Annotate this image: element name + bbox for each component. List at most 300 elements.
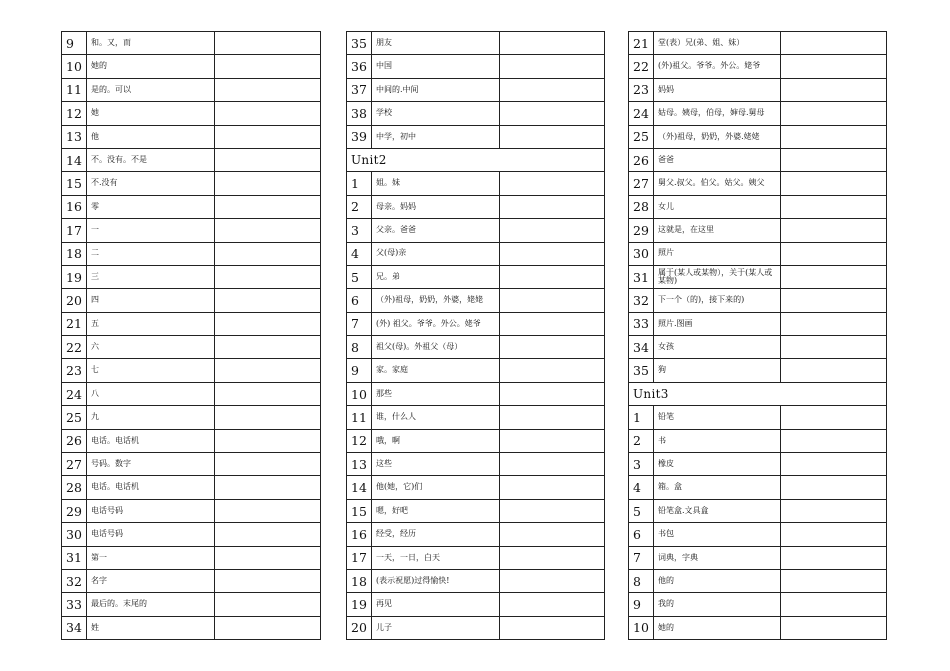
vocab-row bbox=[347, 499, 605, 522]
item-number: 33 bbox=[62, 593, 87, 616]
answer-blank-cell[interactable] bbox=[215, 78, 321, 101]
answer-blank-cell[interactable] bbox=[781, 429, 887, 452]
answer-blank-cell[interactable] bbox=[781, 476, 887, 499]
vocab-row bbox=[62, 78, 321, 101]
item-meaning: 电话。电话机 bbox=[87, 476, 215, 499]
item-meaning: 和。又，而 bbox=[87, 32, 215, 55]
item-meaning: 电话。电话机 bbox=[87, 429, 215, 452]
answer-blank-cell[interactable] bbox=[781, 546, 887, 569]
item-meaning: 爸爸 bbox=[654, 148, 781, 171]
answer-blank-cell[interactable] bbox=[215, 593, 321, 616]
item-number: 27 bbox=[629, 172, 654, 195]
answer-blank-cell[interactable] bbox=[500, 219, 605, 242]
vocab-row bbox=[629, 453, 887, 476]
item-meaning: 六 bbox=[87, 336, 215, 359]
answer-blank-cell[interactable] bbox=[781, 406, 887, 429]
vocab-row bbox=[62, 453, 321, 476]
item-number: 34 bbox=[629, 336, 654, 359]
item-meaning: 那些 bbox=[372, 382, 500, 405]
vocab-row bbox=[62, 125, 321, 148]
item-meaning: 照片.图画 bbox=[654, 312, 781, 335]
item-number: 3 bbox=[629, 453, 654, 476]
answer-blank-cell[interactable] bbox=[500, 55, 605, 78]
answer-blank-cell[interactable] bbox=[781, 336, 887, 359]
answer-blank-cell[interactable] bbox=[215, 359, 321, 382]
item-number: 6 bbox=[629, 523, 654, 546]
item-number: 18 bbox=[62, 242, 87, 265]
item-meaning: 二 bbox=[87, 242, 215, 265]
item-meaning: 他 bbox=[87, 125, 215, 148]
item-number: 36 bbox=[347, 55, 372, 78]
answer-blank-cell[interactable] bbox=[781, 312, 887, 335]
item-number: 4 bbox=[347, 242, 372, 265]
answer-blank-cell[interactable] bbox=[215, 148, 321, 171]
item-number: 21 bbox=[62, 312, 87, 335]
item-number: 20 bbox=[347, 616, 372, 639]
answer-blank-cell[interactable] bbox=[500, 429, 605, 452]
item-number: 26 bbox=[62, 429, 87, 452]
item-meaning: 电话号码 bbox=[87, 523, 215, 546]
answer-blank-cell[interactable] bbox=[500, 382, 605, 405]
answer-blank-cell[interactable] bbox=[500, 242, 605, 265]
vocab-row bbox=[347, 219, 605, 242]
vocab-row bbox=[62, 523, 321, 546]
item-number: 19 bbox=[347, 593, 372, 616]
item-number: 35 bbox=[629, 359, 654, 382]
vocab-row bbox=[347, 172, 605, 195]
item-meaning: 哦，啊 bbox=[372, 429, 500, 452]
vocab-row bbox=[62, 219, 321, 242]
answer-blank-cell[interactable] bbox=[500, 499, 605, 522]
item-number: 17 bbox=[347, 546, 372, 569]
vocab-row bbox=[62, 499, 321, 522]
vocab-table-right bbox=[628, 31, 887, 640]
item-number: 2 bbox=[629, 429, 654, 452]
vocab-row bbox=[347, 265, 605, 288]
item-meaning: 是的。可以 bbox=[87, 78, 215, 101]
vocab-row bbox=[347, 125, 605, 148]
unit-heading-row bbox=[347, 148, 605, 171]
answer-blank-cell[interactable] bbox=[781, 148, 887, 171]
item-number: 37 bbox=[347, 78, 372, 101]
vocab-row bbox=[347, 312, 605, 335]
vocab-table-middle bbox=[346, 31, 605, 640]
answer-blank-cell[interactable] bbox=[781, 78, 887, 101]
item-meaning: 下一个（的)，接下来的) bbox=[654, 289, 781, 312]
item-number: 25 bbox=[629, 125, 654, 148]
answer-blank-cell[interactable] bbox=[215, 242, 321, 265]
vocab-row bbox=[62, 593, 321, 616]
answer-blank-cell[interactable] bbox=[215, 125, 321, 148]
vocab-row bbox=[62, 172, 321, 195]
vocab-row bbox=[347, 359, 605, 382]
vocab-row bbox=[629, 32, 887, 55]
vocab-row bbox=[629, 148, 887, 171]
item-meaning: 他的 bbox=[654, 569, 781, 592]
vocab-row bbox=[347, 289, 605, 312]
vocab-row bbox=[62, 336, 321, 359]
item-meaning: 中学，初中 bbox=[372, 125, 500, 148]
item-meaning: 四 bbox=[87, 289, 215, 312]
vocab-row bbox=[629, 359, 887, 382]
item-meaning: 嗯，好吧 bbox=[372, 499, 500, 522]
vocab-row bbox=[347, 382, 605, 405]
answer-blank-cell[interactable] bbox=[215, 265, 321, 288]
answer-blank-cell[interactable] bbox=[500, 289, 605, 312]
item-meaning: 不。没有。不是 bbox=[87, 148, 215, 171]
answer-blank-cell[interactable] bbox=[781, 172, 887, 195]
item-meaning: 第一 bbox=[87, 546, 215, 569]
vocab-row bbox=[62, 359, 321, 382]
vocab-row bbox=[62, 32, 321, 55]
vocab-row bbox=[629, 546, 887, 569]
answer-blank-cell[interactable] bbox=[500, 359, 605, 382]
item-number: 3 bbox=[347, 219, 372, 242]
answer-blank-cell[interactable] bbox=[781, 569, 887, 592]
answer-blank-cell[interactable] bbox=[215, 102, 321, 125]
answer-blank-cell[interactable] bbox=[215, 382, 321, 405]
vocab-row bbox=[62, 312, 321, 335]
vocab-row bbox=[629, 172, 887, 195]
item-number: 17 bbox=[62, 219, 87, 242]
vocab-row bbox=[62, 429, 321, 452]
vocab-table-body bbox=[629, 32, 887, 640]
answer-blank-cell[interactable] bbox=[215, 219, 321, 242]
item-meaning: 儿子 bbox=[372, 616, 500, 639]
item-number: 7 bbox=[347, 312, 372, 335]
vocab-row bbox=[629, 78, 887, 101]
item-meaning: 女孩 bbox=[654, 336, 781, 359]
item-number: 39 bbox=[347, 125, 372, 148]
vocab-row bbox=[62, 289, 321, 312]
item-meaning: （外)祖母，奶奶，外婆.姥姥 bbox=[654, 125, 781, 148]
item-meaning: 照片 bbox=[654, 242, 781, 265]
unit-heading: Unit3 bbox=[629, 382, 887, 405]
item-meaning: 不.没有 bbox=[87, 172, 215, 195]
item-meaning: (表示祝愿)过得愉快! bbox=[372, 569, 500, 592]
item-number: 16 bbox=[347, 523, 372, 546]
item-meaning: 姐。妹 bbox=[372, 172, 500, 195]
item-number: 19 bbox=[62, 265, 87, 288]
answer-blank-cell[interactable] bbox=[215, 476, 321, 499]
answer-blank-cell[interactable] bbox=[215, 289, 321, 312]
answer-blank-cell[interactable] bbox=[781, 523, 887, 546]
vocab-row bbox=[629, 312, 887, 335]
vocab-row bbox=[629, 55, 887, 78]
vocab-row bbox=[629, 219, 887, 242]
item-meaning: 堂(表）兄(弟、姐、妹） bbox=[654, 32, 781, 55]
answer-blank-cell[interactable] bbox=[500, 312, 605, 335]
vocab-row bbox=[347, 242, 605, 265]
item-meaning: 谁，什么人 bbox=[372, 406, 500, 429]
item-meaning: 七 bbox=[87, 359, 215, 382]
vocab-row bbox=[347, 523, 605, 546]
unit-heading-row bbox=[629, 382, 887, 405]
vocab-table-left bbox=[61, 31, 321, 640]
item-number: 29 bbox=[629, 219, 654, 242]
vocab-row bbox=[629, 406, 887, 429]
answer-blank-cell[interactable] bbox=[215, 453, 321, 476]
item-meaning: 母亲。妈妈 bbox=[372, 195, 500, 218]
item-meaning: 我的 bbox=[654, 593, 781, 616]
vocab-row bbox=[347, 569, 605, 592]
answer-blank-cell[interactable] bbox=[500, 476, 605, 499]
vocab-row bbox=[347, 406, 605, 429]
item-number: 32 bbox=[629, 289, 654, 312]
item-meaning: 这就是，在这里 bbox=[654, 219, 781, 242]
item-number: 13 bbox=[347, 453, 372, 476]
item-number: 15 bbox=[347, 499, 372, 522]
item-meaning: （外)祖母，奶奶，外婆，姥姥 bbox=[372, 289, 500, 312]
vocab-row bbox=[347, 546, 605, 569]
vocab-row bbox=[347, 593, 605, 616]
item-meaning: 她 bbox=[87, 102, 215, 125]
item-number: 24 bbox=[62, 382, 87, 405]
item-number: 14 bbox=[62, 148, 87, 171]
item-number: 21 bbox=[629, 32, 654, 55]
item-number: 10 bbox=[347, 382, 372, 405]
item-number: 30 bbox=[629, 242, 654, 265]
answer-blank-cell[interactable] bbox=[781, 499, 887, 522]
vocab-row bbox=[62, 102, 321, 125]
answer-blank-cell[interactable] bbox=[500, 453, 605, 476]
item-number: 9 bbox=[347, 359, 372, 382]
answer-blank-cell[interactable] bbox=[215, 195, 321, 218]
vocab-row bbox=[629, 499, 887, 522]
item-number: 20 bbox=[62, 289, 87, 312]
item-meaning: (外) 祖父。爷爷。外公。姥爷 bbox=[372, 312, 500, 335]
vocab-row bbox=[629, 336, 887, 359]
answer-blank-cell[interactable] bbox=[500, 569, 605, 592]
answer-blank-cell[interactable] bbox=[215, 336, 321, 359]
item-meaning: 一天，一日，白天 bbox=[372, 546, 500, 569]
item-number: 27 bbox=[62, 453, 87, 476]
item-number: 25 bbox=[62, 406, 87, 429]
item-meaning: 名字 bbox=[87, 569, 215, 592]
item-meaning: 书包 bbox=[654, 523, 781, 546]
answer-blank-cell[interactable] bbox=[215, 523, 321, 546]
item-meaning: 电话号码 bbox=[87, 499, 215, 522]
answer-blank-cell[interactable] bbox=[781, 125, 887, 148]
item-number: 5 bbox=[629, 499, 654, 522]
answer-blank-cell[interactable] bbox=[781, 616, 887, 639]
item-meaning: 她的 bbox=[87, 55, 215, 78]
item-number: 38 bbox=[347, 102, 372, 125]
vocab-row bbox=[347, 616, 605, 639]
item-number: 14 bbox=[347, 476, 372, 499]
item-number: 33 bbox=[629, 312, 654, 335]
item-meaning: 她的 bbox=[654, 616, 781, 639]
item-number: 29 bbox=[62, 499, 87, 522]
answer-blank-cell[interactable] bbox=[500, 336, 605, 359]
answer-blank-cell[interactable] bbox=[500, 523, 605, 546]
vocab-row bbox=[629, 125, 887, 148]
vocab-row bbox=[62, 382, 321, 405]
item-number: 6 bbox=[347, 289, 372, 312]
answer-blank-cell[interactable] bbox=[500, 32, 605, 55]
answer-blank-cell[interactable] bbox=[781, 102, 887, 125]
item-number: 28 bbox=[62, 476, 87, 499]
vocab-row bbox=[629, 616, 887, 639]
vocab-row bbox=[629, 476, 887, 499]
item-number: 11 bbox=[347, 406, 372, 429]
item-number: 22 bbox=[62, 336, 87, 359]
item-meaning: 铅笔 bbox=[654, 406, 781, 429]
item-number: 18 bbox=[347, 569, 372, 592]
answer-blank-cell[interactable] bbox=[500, 195, 605, 218]
vocab-row bbox=[629, 593, 887, 616]
answer-blank-cell[interactable] bbox=[781, 359, 887, 382]
item-number: 10 bbox=[62, 55, 87, 78]
item-meaning: 最后的。末尾的 bbox=[87, 593, 215, 616]
answer-blank-cell[interactable] bbox=[215, 569, 321, 592]
item-meaning: 这些 bbox=[372, 453, 500, 476]
item-meaning: 零 bbox=[87, 195, 215, 218]
vocab-row bbox=[62, 195, 321, 218]
answer-blank-cell[interactable] bbox=[215, 172, 321, 195]
item-number: 23 bbox=[62, 359, 87, 382]
vocab-row bbox=[347, 429, 605, 452]
answer-blank-cell[interactable] bbox=[500, 125, 605, 148]
item-meaning: 妈妈 bbox=[654, 78, 781, 101]
item-meaning: 五 bbox=[87, 312, 215, 335]
item-number: 34 bbox=[62, 616, 87, 639]
vocab-row bbox=[62, 265, 321, 288]
item-meaning: 狗 bbox=[654, 359, 781, 382]
answer-blank-cell[interactable] bbox=[781, 219, 887, 242]
answer-blank-cell[interactable] bbox=[500, 546, 605, 569]
item-meaning: 祖父(母)。外祖父（母） bbox=[372, 336, 500, 359]
answer-blank-cell[interactable] bbox=[215, 616, 321, 639]
item-number: 13 bbox=[62, 125, 87, 148]
item-meaning: (外)祖父。爷爷。外公。姥爷 bbox=[654, 55, 781, 78]
item-number: 12 bbox=[62, 102, 87, 125]
item-number: 8 bbox=[347, 336, 372, 359]
item-number: 23 bbox=[629, 78, 654, 101]
item-meaning: 中国 bbox=[372, 55, 500, 78]
answer-blank-cell[interactable] bbox=[500, 78, 605, 101]
item-number: 24 bbox=[629, 102, 654, 125]
item-number: 9 bbox=[629, 593, 654, 616]
answer-blank-cell[interactable] bbox=[500, 593, 605, 616]
answer-blank-cell[interactable] bbox=[215, 55, 321, 78]
answer-blank-cell[interactable] bbox=[215, 499, 321, 522]
item-number: 15 bbox=[62, 172, 87, 195]
item-number: 1 bbox=[629, 406, 654, 429]
item-meaning: 家。家庭 bbox=[372, 359, 500, 382]
answer-blank-cell[interactable] bbox=[215, 546, 321, 569]
vocab-row bbox=[629, 569, 887, 592]
answer-blank-cell[interactable] bbox=[500, 102, 605, 125]
answer-blank-cell[interactable] bbox=[215, 312, 321, 335]
vocab-row bbox=[629, 102, 887, 125]
item-number: 9 bbox=[62, 32, 87, 55]
vocab-row bbox=[62, 546, 321, 569]
answer-blank-cell[interactable] bbox=[500, 265, 605, 288]
unit-heading: Unit2 bbox=[347, 148, 605, 171]
answer-blank-cell[interactable] bbox=[500, 616, 605, 639]
vocab-row bbox=[347, 102, 605, 125]
vocab-row bbox=[347, 336, 605, 359]
answer-blank-cell[interactable] bbox=[215, 32, 321, 55]
vocab-row bbox=[347, 55, 605, 78]
item-meaning: 经受，经历 bbox=[372, 523, 500, 546]
vocab-row bbox=[629, 242, 887, 265]
item-meaning: 属于(某人或某物），关于(某人或某物) bbox=[654, 265, 781, 288]
vocab-row bbox=[629, 429, 887, 452]
item-meaning: 号码。数字 bbox=[87, 453, 215, 476]
answer-blank-cell[interactable] bbox=[500, 172, 605, 195]
answer-blank-cell[interactable] bbox=[781, 593, 887, 616]
vocab-row bbox=[347, 476, 605, 499]
item-meaning: 兄。弟 bbox=[372, 265, 500, 288]
item-meaning: 姑母。姨母，伯母，婶母.舅母 bbox=[654, 102, 781, 125]
vocab-row bbox=[347, 78, 605, 101]
item-number: 2 bbox=[347, 195, 372, 218]
item-meaning: 姓 bbox=[87, 616, 215, 639]
item-number: 26 bbox=[629, 148, 654, 171]
answer-blank-cell[interactable] bbox=[781, 289, 887, 312]
vocab-row bbox=[62, 55, 321, 78]
vocab-row bbox=[629, 195, 887, 218]
answer-blank-cell[interactable] bbox=[781, 265, 887, 288]
item-meaning: 父(母)亲 bbox=[372, 242, 500, 265]
item-meaning: 书 bbox=[654, 429, 781, 452]
item-meaning: 中间的.中间 bbox=[372, 78, 500, 101]
item-number: 30 bbox=[62, 523, 87, 546]
answer-blank-cell[interactable] bbox=[781, 242, 887, 265]
item-number: 31 bbox=[62, 546, 87, 569]
vocab-row bbox=[62, 242, 321, 265]
item-meaning: 橡皮 bbox=[654, 453, 781, 476]
answer-blank-cell[interactable] bbox=[781, 55, 887, 78]
vocab-row bbox=[347, 195, 605, 218]
vocab-row bbox=[347, 453, 605, 476]
item-meaning: 八 bbox=[87, 382, 215, 405]
item-number: 7 bbox=[629, 546, 654, 569]
item-meaning: 铅笔盒.文具盒 bbox=[654, 499, 781, 522]
vocab-row bbox=[62, 476, 321, 499]
vocab-table-body bbox=[62, 32, 321, 640]
item-number: 16 bbox=[62, 195, 87, 218]
vocab-row bbox=[62, 569, 321, 592]
item-meaning: 三 bbox=[87, 265, 215, 288]
item-number: 4 bbox=[629, 476, 654, 499]
vocab-row bbox=[62, 148, 321, 171]
item-meaning: 舅父.叔父。伯父。姑父。姨父 bbox=[654, 172, 781, 195]
item-number: 22 bbox=[629, 55, 654, 78]
item-meaning: 父亲。爸爸 bbox=[372, 219, 500, 242]
answer-blank-cell[interactable] bbox=[781, 453, 887, 476]
item-number: 12 bbox=[347, 429, 372, 452]
vocab-row bbox=[62, 616, 321, 639]
item-meaning: 学校 bbox=[372, 102, 500, 125]
item-meaning: 朋友 bbox=[372, 32, 500, 55]
answer-blank-cell[interactable] bbox=[215, 429, 321, 452]
answer-blank-cell[interactable] bbox=[781, 32, 887, 55]
answer-blank-cell[interactable] bbox=[500, 406, 605, 429]
vocab-row bbox=[62, 406, 321, 429]
item-meaning: 九 bbox=[87, 406, 215, 429]
item-number: 5 bbox=[347, 265, 372, 288]
vocab-row bbox=[347, 32, 605, 55]
item-number: 10 bbox=[629, 616, 654, 639]
answer-blank-cell[interactable] bbox=[215, 406, 321, 429]
item-number: 1 bbox=[347, 172, 372, 195]
answer-blank-cell[interactable] bbox=[781, 195, 887, 218]
item-meaning: 词典，字典 bbox=[654, 546, 781, 569]
vocab-row bbox=[629, 289, 887, 312]
